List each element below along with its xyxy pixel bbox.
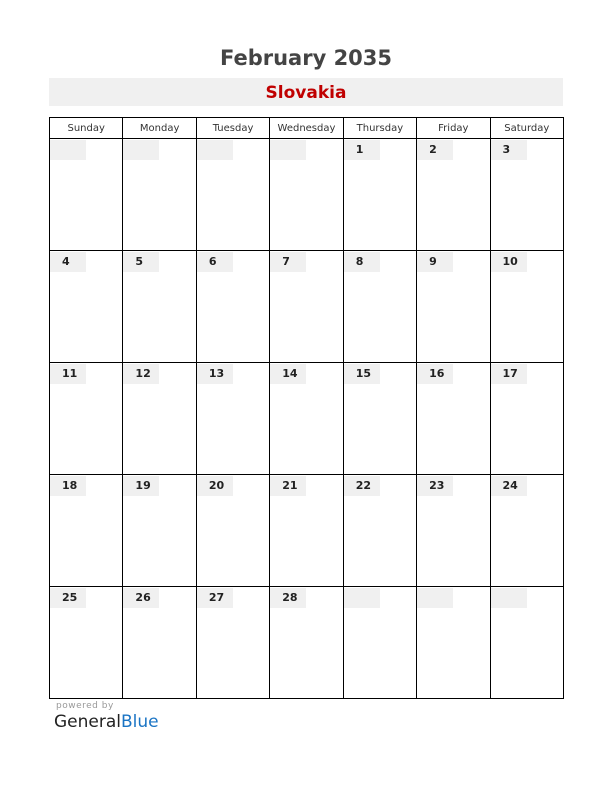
week-row bbox=[50, 139, 564, 251]
brand-general: General bbox=[54, 712, 121, 732]
day-number: 15 bbox=[344, 364, 380, 384]
day-cell bbox=[490, 139, 563, 251]
brand-logo bbox=[54, 712, 159, 732]
day-number: 16 bbox=[417, 364, 453, 384]
week-row bbox=[50, 251, 564, 363]
brand-blue: Blue bbox=[121, 712, 159, 732]
week-row bbox=[50, 475, 564, 587]
week-row bbox=[50, 363, 564, 475]
day-number bbox=[270, 140, 306, 160]
day-number: 6 bbox=[197, 252, 233, 272]
day-number: 8 bbox=[344, 252, 380, 272]
weekday-header: Tuesday bbox=[196, 118, 269, 139]
day-cell bbox=[490, 363, 563, 475]
country-banner bbox=[49, 78, 563, 106]
day-number: 28 bbox=[270, 588, 306, 608]
weekday-header: Wednesday bbox=[270, 118, 343, 139]
day-cell bbox=[196, 587, 269, 699]
day-number: 5 bbox=[123, 252, 159, 272]
day-number: 13 bbox=[197, 364, 233, 384]
weekday-header-row bbox=[50, 118, 564, 139]
calendar-grid bbox=[49, 117, 564, 699]
day-cell bbox=[270, 587, 343, 699]
day-cell bbox=[123, 251, 196, 363]
day-number bbox=[197, 140, 233, 160]
day-number bbox=[123, 140, 159, 160]
day-number: 24 bbox=[491, 476, 527, 496]
day-number: 2 bbox=[417, 140, 453, 160]
day-number: 21 bbox=[270, 476, 306, 496]
page-title: February 2035 bbox=[219, 46, 393, 70]
day-cell bbox=[343, 587, 416, 699]
weekday-header: Saturday bbox=[490, 118, 563, 139]
day-cell bbox=[417, 251, 490, 363]
week-row bbox=[50, 587, 564, 699]
day-cell bbox=[417, 363, 490, 475]
day-cell bbox=[343, 251, 416, 363]
day-number: 9 bbox=[417, 252, 453, 272]
weekday-header: Thursday bbox=[343, 118, 416, 139]
day-cell bbox=[343, 139, 416, 251]
country-name: Slovakia bbox=[265, 83, 347, 103]
day-number: 23 bbox=[417, 476, 453, 496]
day-number: 3 bbox=[491, 140, 527, 160]
day-cell bbox=[50, 475, 123, 587]
day-cell bbox=[50, 363, 123, 475]
day-cell bbox=[123, 587, 196, 699]
day-number bbox=[50, 140, 86, 160]
day-cell bbox=[50, 139, 123, 251]
day-number bbox=[491, 588, 527, 608]
weekday-header: Friday bbox=[417, 118, 490, 139]
day-cell bbox=[196, 251, 269, 363]
day-number: 7 bbox=[270, 252, 306, 272]
day-cell bbox=[123, 363, 196, 475]
day-number bbox=[344, 588, 380, 608]
day-cell bbox=[196, 475, 269, 587]
day-cell bbox=[270, 139, 343, 251]
day-number: 4 bbox=[50, 252, 86, 272]
day-cell bbox=[123, 139, 196, 251]
day-cell bbox=[270, 251, 343, 363]
day-cell bbox=[123, 475, 196, 587]
day-cell bbox=[50, 251, 123, 363]
day-number: 22 bbox=[344, 476, 380, 496]
day-number: 17 bbox=[491, 364, 527, 384]
day-cell bbox=[343, 363, 416, 475]
day-number: 11 bbox=[50, 364, 86, 384]
day-cell bbox=[417, 475, 490, 587]
day-cell bbox=[490, 475, 563, 587]
weekday-header: Sunday bbox=[50, 118, 123, 139]
day-cell bbox=[196, 139, 269, 251]
powered-by-label: powered by bbox=[56, 701, 114, 711]
day-number: 27 bbox=[197, 588, 233, 608]
day-number: 1 bbox=[344, 140, 380, 160]
day-cell bbox=[343, 475, 416, 587]
day-cell bbox=[270, 363, 343, 475]
day-number: 26 bbox=[123, 588, 159, 608]
day-cell bbox=[490, 587, 563, 699]
day-cell bbox=[490, 251, 563, 363]
day-number bbox=[417, 588, 453, 608]
day-number: 10 bbox=[491, 252, 527, 272]
day-number: 25 bbox=[50, 588, 86, 608]
day-number: 12 bbox=[123, 364, 159, 384]
day-number: 18 bbox=[50, 476, 86, 496]
weekday-header: Monday bbox=[123, 118, 196, 139]
day-number: 14 bbox=[270, 364, 306, 384]
day-cell bbox=[270, 475, 343, 587]
day-number: 20 bbox=[197, 476, 233, 496]
day-number: 19 bbox=[123, 476, 159, 496]
day-cell bbox=[50, 587, 123, 699]
day-cell bbox=[417, 587, 490, 699]
day-cell bbox=[196, 363, 269, 475]
day-cell bbox=[417, 139, 490, 251]
